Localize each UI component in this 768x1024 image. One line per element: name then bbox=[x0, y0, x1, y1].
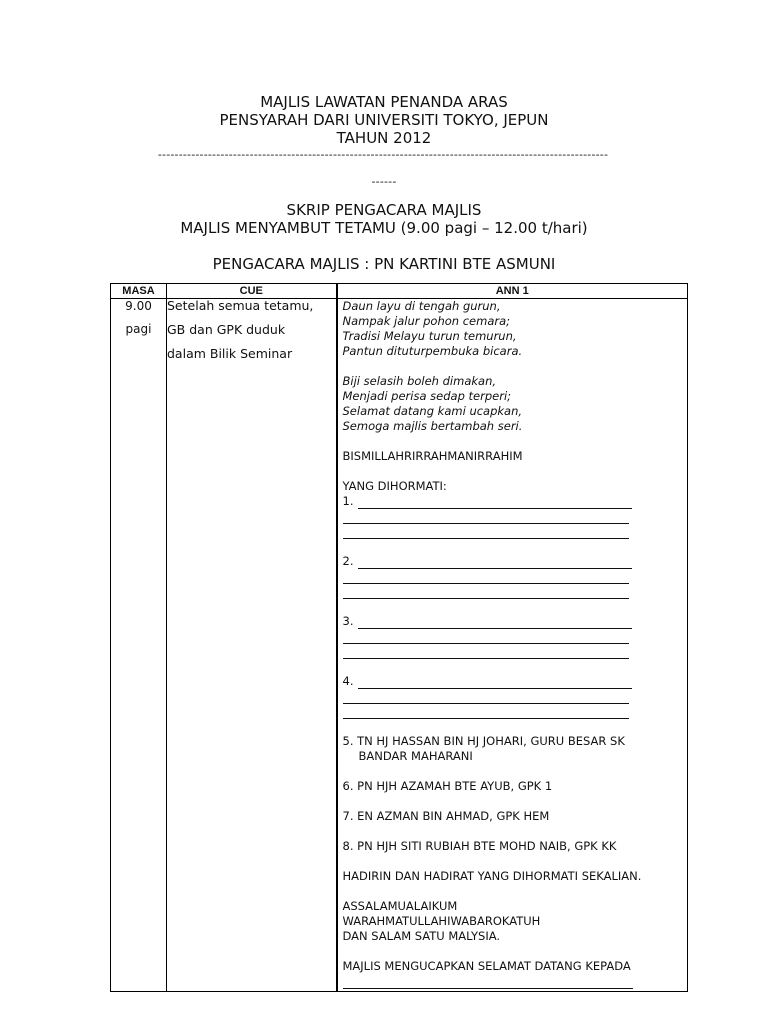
mc-name: PENGACARA MAJLIS : PN KARTINI BTE ASMUNI bbox=[212, 255, 556, 273]
cue-line: GB dan GPK duduk bbox=[167, 322, 286, 337]
salam-line: DAN SALAM SATU MALYSIA. bbox=[342, 929, 501, 943]
header-title-2: PENSYARAH DARI UNIVERSITI TOKYO, JEPUN bbox=[219, 111, 549, 129]
blank-line bbox=[343, 644, 629, 659]
script-table bbox=[110, 283, 688, 992]
blank-line bbox=[343, 974, 633, 989]
hadirin-text: HADIRIN DAN HADIRAT YANG DIHORMATI SEKALIAN. bbox=[342, 869, 642, 883]
script-title: SKRIP PENGACARA MAJLIS bbox=[286, 201, 482, 219]
blank-line bbox=[343, 629, 629, 644]
guest-7: 7. EN AZMAN BIN AHMAD, GPK HEM bbox=[342, 809, 550, 823]
pantun-line: Nampak jalur pohon cemara; bbox=[342, 314, 511, 328]
blank-number: 2. bbox=[342, 554, 354, 568]
pantun-line: Biji selasih boleh dimakan, bbox=[342, 374, 497, 388]
pantun-line: Semoga majlis bertambah seri. bbox=[342, 419, 523, 433]
blank-number: 4. bbox=[342, 674, 354, 688]
blank-line bbox=[343, 704, 629, 719]
blank-line bbox=[343, 509, 629, 524]
ann-cell bbox=[337, 299, 688, 992]
dashed-separator-tail: ------ bbox=[371, 175, 397, 188]
cue-header: CUE bbox=[167, 284, 337, 299]
pantun-line: Daun layu di tengah gurun, bbox=[342, 299, 501, 313]
blank-line bbox=[343, 524, 629, 539]
header-title-1: MAJLIS LAWATAN PENANDA ARAS bbox=[260, 93, 508, 111]
bismillah-text: BISMILLAHRIRRAHMANIRRAHIM bbox=[342, 449, 523, 463]
cue-cell bbox=[167, 299, 337, 992]
pantun-line: Tradisi Melayu turun temurun, bbox=[342, 329, 517, 343]
blank-line bbox=[343, 584, 629, 599]
guest-6: 6. PN HJH AZAMAH BTE AYUB, GPK 1 bbox=[342, 779, 553, 793]
guest-5: 5. TN HJ HASSAN BIN HJ JOHARI, GURU BESAR SK bbox=[342, 734, 625, 748]
cue-line: dalam Bilik Seminar bbox=[167, 346, 293, 361]
dashed-separator: ------------------------------------------------------------------------------------------------------------ bbox=[157, 148, 609, 161]
guest-8: 8. PN HJH SITI RUBIAH BTE MOHD NAIB, GPK KK bbox=[342, 839, 617, 853]
masa-cell bbox=[111, 299, 167, 992]
blank-guest-1 bbox=[343, 494, 688, 509]
cue-line: Setelah semua tetamu, bbox=[167, 298, 314, 313]
guest-5-cont: BANDAR MAHARANI bbox=[358, 749, 473, 763]
header-title-3: TAHUN 2012 bbox=[336, 129, 432, 147]
blank-guest-3 bbox=[343, 614, 688, 629]
blank-guest-2 bbox=[343, 554, 688, 569]
pantun-line: Pantun dituturpembuka bicara. bbox=[342, 344, 523, 358]
yang-dihormati-text: YANG DIHORMATI: bbox=[342, 479, 447, 493]
blank-line bbox=[343, 689, 629, 704]
closing-text: MAJLIS MENGUCAPKAN SELAMAT DATANG KEPADA bbox=[342, 959, 631, 973]
blank-number: 1. bbox=[342, 494, 354, 508]
masa-header: MASA bbox=[111, 284, 167, 299]
blank-number: 3. bbox=[342, 614, 354, 628]
pantun-line: Selamat datang kami ucapkan, bbox=[342, 404, 523, 418]
masa-time: 9.00 bbox=[125, 299, 152, 313]
salam-line: ASSALAMUALAIKUM bbox=[342, 899, 458, 913]
blank-line bbox=[343, 569, 629, 584]
pantun-line: Menjadi perisa sedap terperi; bbox=[342, 389, 512, 403]
salam-line: WARAHMATULLAHIWABAROKATUH bbox=[342, 914, 541, 928]
masa-period: pagi bbox=[125, 322, 152, 336]
script-subtitle: MAJLIS MENYAMBUT TETAMU (9.00 pagi – 12.00 t/hari) bbox=[180, 219, 588, 237]
blank-guest-4 bbox=[343, 674, 688, 689]
ann-header: ANN 1 bbox=[337, 284, 688, 299]
